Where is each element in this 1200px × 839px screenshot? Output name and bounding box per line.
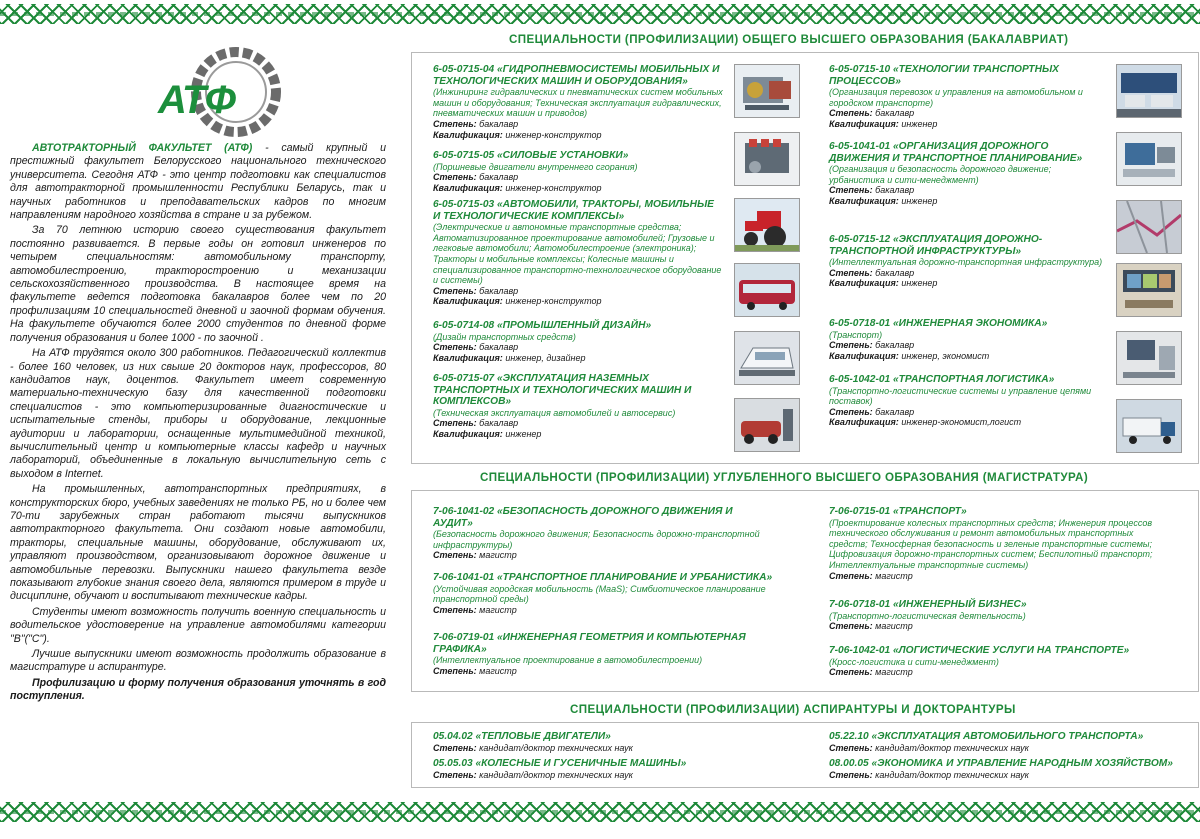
intro-paragraph-3: На АТФ трудятся около 300 работников. Педагогический коллектив - более 160 человек, из них свыше 20 докторов наук, профессоров, 80 кандидатов наук, доцентов. Факультет имеет современную материально-техническую базу для качественной подготовки специалистов - это компьютеризированные диагностические и испытательные стенды, приборы и оборудование, лекционные аудитории и лаборатории, оснащенные мультимедийной техникой, вычислительный центр и компьютерные классы кафедр и научных лабораторий, объединенные в локальную вычислительную сеть с выходом в Internet. bbox=[10, 347, 386, 480]
intro-paragraph-6: Лучшие выпускники имеют возможность продолжить образование в магистратуре и аспирантуре. bbox=[10, 648, 386, 674]
intro-paragraph-2: За 70 летнюю историю своего существования факультет постоянно развивается. В первые годы он готовил инженеров по четырем специальностям: автомобильному транспорту, автомобилестроению, тракторостроению и механизации сельскохозяйственного производства. В настоящее время на факультете ведется подготовка бакалавров более чем по 20 профилизациям 10 специальностей дневной и заочной формам обучения. На факультете обучаются более 2000 студентов по дневной форме получения образования и более 1000 - по заочной . bbox=[10, 224, 386, 344]
traffic-control-photo bbox=[1116, 132, 1182, 186]
phd-item: 05.22.10 «ЭКСПЛУАТАЦИЯ АВТОМОБИЛЬНОГО ТРАНСПОРТА» Степень: кандидат/доктор технических наук bbox=[829, 731, 1144, 753]
phd-item: 05.04.02 «ТЕПЛОВЫЕ ДВИГАТЕЛИ» Степень: кандидат/доктор технических наук bbox=[433, 731, 633, 753]
bachelor-section-title: СПЕЦИАЛЬНОСТИ (ПРОФИЛИЗАЦИИ) ОБЩЕГО ВЫСШЕГО ОБРАЗОВАНИЯ (БАКАЛАВРИАТ) bbox=[509, 33, 1069, 46]
bachelor-item: 6-05-0715-03 «АВТОМОБИЛИ, ТРАКТОРЫ, МОБИЛЬНЫЕ И ТЕХНОЛОГИЧЕСКИЕ КОМПЛЕКСЫ» (Электрические и автономные транспортные средства; Автоматизированное проектирование автомобилей; Грузовые и легковые автомобили; Автомобилестроение (электроника); Тракторы и мобильные комплексы; Колесные машины и специализированное транспортно-технологическое оборудование и системы) Степень: бакалавр Квалификация: инженер-конструктор bbox=[433, 199, 722, 307]
intro-paragraph-5: Студенты имеют возможность получить военную специальность и водительское удостоверение на управление автомобилями категории "В"("С"). bbox=[10, 605, 386, 645]
intro-paragraph-4: На промышленных, автотранспортных предприятиях, в конструкторских бюро, учебных заведениях не только РБ, но и более чем 70-ти зарубежных стран работают тысячи выпускников автотракторного факультета. Они создают новые автомобили, тракторы, специальные машины, оборудование, обслуживают их, управляют производством, организовывают дорожное движение и автомобильные перевозки. Выпускники нашего факультета везде показывают глубокие знания своего дела, являются примером в труде и дисциплине, обучают и воспитывают технические кадры. bbox=[10, 483, 386, 603]
car-service-photo bbox=[734, 398, 800, 452]
design-model-photo bbox=[734, 331, 800, 385]
faculty-logo bbox=[150, 42, 290, 142]
transport-process-photo bbox=[1116, 64, 1182, 118]
hydraulics-photo bbox=[734, 64, 800, 118]
phd-item: 05.05.03 «КОЛЕСНЫЕ И ГУСЕНИЧНЫЕ МАШИНЫ» Степень: кандидат/доктор технических наук bbox=[433, 758, 687, 780]
bachelor-item: 6-05-0718-01 «ИНЖЕНЕРНАЯ ЭКОНОМИКА» (Транспорт) Степень: бакалавр Квалификация: инженер, экономист bbox=[829, 318, 1048, 361]
master-section-title: СПЕЦИАЛЬНОСТИ (ПРОФИЛИЗАЦИИ) УГЛУБЛЕННОГО ВЫСШЕГО ОБРАЗОВАНИЯ (МАГИСТРАТУРА) bbox=[480, 471, 1089, 484]
master-item: 7-06-1041-02 «БЕЗОПАСНОСТЬ ДОРОЖНОГО ДВИЖЕНИЯ И АУДИТ» (Безопасность дорожного движения; Безопасность дорожно-транспортной инфраструктуры) Степень: магистр bbox=[433, 506, 760, 561]
intro-lead: АВТОТРАКТОРНЫЙ ФАКУЛЬТЕТ (АТФ) bbox=[32, 142, 253, 154]
master-item: 7-06-1042-01 «ЛОГИСТИЧЕСКИЕ УСЛУГИ НА ТРАНСПОРТЕ» (Кросс-логистика и сити-менеджмент) Степень: магистр bbox=[829, 645, 1130, 678]
bachelor-item: 6-05-0715-04 «ГИДРОПНЕВМОСИСТЕМЫ МОБИЛЬНЫХ И ТЕХНОЛОГИЧЕСКИХ МАШИН И ОБОРУДОВАНИЯ» (Инжиниринг гидравлических и пневматических систем мобильных машин и оборудования; Техническая эксплуатация гидравлических, пневматических машин и приводов) Степень: бакалавр Квалификация: инженер-конструктор bbox=[433, 64, 723, 140]
bachelor-item: 6-05-0714-08 «ПРОМЫШЛЕННЫЙ ДИЗАЙН» (Дизайн транспортных средств) Степень: бакалавр Квалификация: инженер, дизайнер bbox=[433, 320, 652, 363]
bus-photo bbox=[734, 263, 800, 317]
master-item: 7-06-0715-01 «ТРАНСПОРТ» (Проектирование колесных транспортных средств; Инженерия процессов технического обслуживания и ремонт автомобильных транспортных средств; Техносферная безопасность и зеленые транспортные системы; Цифровизация дорожно-транспортных систем; Беспилотный транспорт; Интеллектуальные транспортные системы) Степень: магистр bbox=[829, 506, 1153, 581]
bachelor-item: 6-05-0715-10 «ТЕХНОЛОГИИ ТРАНСПОРТНЫХ ПРОЦЕССОВ» (Организация перевозок и управления на автомобильном и городском транспорте) Степень: бакалавр Квалификация: инженер bbox=[829, 64, 1083, 129]
tractor-photo bbox=[734, 198, 800, 252]
engine-photo bbox=[734, 132, 800, 186]
ornament-border-top bbox=[0, 4, 1200, 24]
intro-paragraph-7: Профилизацию и форму получения образования уточнять в год поступления. bbox=[10, 676, 386, 703]
bachelor-item: 6-05-0715-12 «ЭКСПЛУАТАЦИЯ ДОРОЖНО-ТРАНСПОРТНОЙ ИНФРАСТРУКТУРЫ» (Интеллектуальная дорожно-транспортная инфраструктура) Степень: бакалавр Квалификация: инженер bbox=[829, 234, 1103, 289]
logistics-truck-photo bbox=[1116, 399, 1182, 453]
phd-item: 08.00.05 «ЭКОНОМИКА И УПРАВЛЕНИЕ НАРОДНЫМ ХОЗЯЙСТВОМ» Степень: кандидат/доктор технических наук bbox=[829, 758, 1173, 780]
city-map-photo bbox=[1116, 200, 1182, 254]
bachelor-item: 6-05-0715-05 «СИЛОВЫЕ УСТАНОВКИ» (Поршневые двигатели внутреннего сгорания) Степень: бакалавр Квалификация: инженер-конструктор bbox=[433, 150, 638, 193]
bachelor-item: 6-05-1042-01 «ТРАНСПОРТНАЯ ЛОГИСТИКА» (Транспортно-логистические системы и управление цепями поставок) Степень: бакалавр Квалификация: инженер-экономист,логист bbox=[829, 374, 1092, 428]
master-item: 7-06-1041-01 «ТРАНСПОРТНОЕ ПЛАНИРОВАНИЕ И УРБАНИСТИКА» (Устойчивая городская мобильность (MaaS); Симбиотическое планирование транспортной среды) Степень: магистр bbox=[433, 572, 773, 615]
phd-section-title: СПЕЦИАЛЬНОСТИ (ПРОФИЛИЗАЦИИ) АСПИРАНТУРЫ И ДОКТОРАНТУРЫ bbox=[570, 703, 1016, 716]
bachelor-item: 6-05-0715-07 «ЭКСПЛУАТАЦИЯ НАЗЕМНЫХ ТРАНСПОРТНЫХ И ТЕХНОЛОГИЧЕСКИХ МАШИН И КОМПЛЕКСОВ» (Техническая эксплуатация автомобилей и автосервис) Степень: бакалавр Квалификация: инженер bbox=[433, 373, 692, 439]
economics-photo bbox=[1116, 331, 1182, 385]
control-room-photo bbox=[1116, 263, 1182, 317]
intro-paragraph-1: АВТОТРАКТОРНЫЙ ФАКУЛЬТЕТ (АТФ) - самый крупный и престижный факультет Белорусского национального технического университета. Сегодня АТФ - это центр подготовки как специалистов для автотракторной промышленности Республики Беларусь, так и научных работников и преподавательских кадров по многим направлениям народного хозяйства в стране и за рубежом. bbox=[10, 142, 386, 222]
master-item: 7-06-0718-01 «ИНЖЕНЕРНЫЙ БИЗНЕС» (Транспортно-логистическая деятельность) Степень: магистр bbox=[829, 599, 1027, 632]
logo-text: АТФ bbox=[158, 78, 235, 122]
intro-column bbox=[10, 42, 386, 706]
master-item: 7-06-0719-01 «ИНЖЕНЕРНАЯ ГЕОМЕТРИЯ И КОМПЬЮТЕРНАЯ ГРАФИКА» (Интеллектуальное проектирование в автомобилестроении) Степень: магистр bbox=[433, 632, 746, 676]
bachelor-item: 6-05-1041-01 «ОРГАНИЗАЦИЯ ДОРОЖНОГО ДВИЖЕНИЯ И ТРАНСПОРТНОЕ ПЛАНИРОВАНИЕ» (Организация и безопасность дорожного движение; урбанистика и сити-менеджмент) Степень: бакалавр Квалификация: инженер bbox=[829, 141, 1083, 206]
ornament-border-bottom bbox=[0, 802, 1200, 822]
